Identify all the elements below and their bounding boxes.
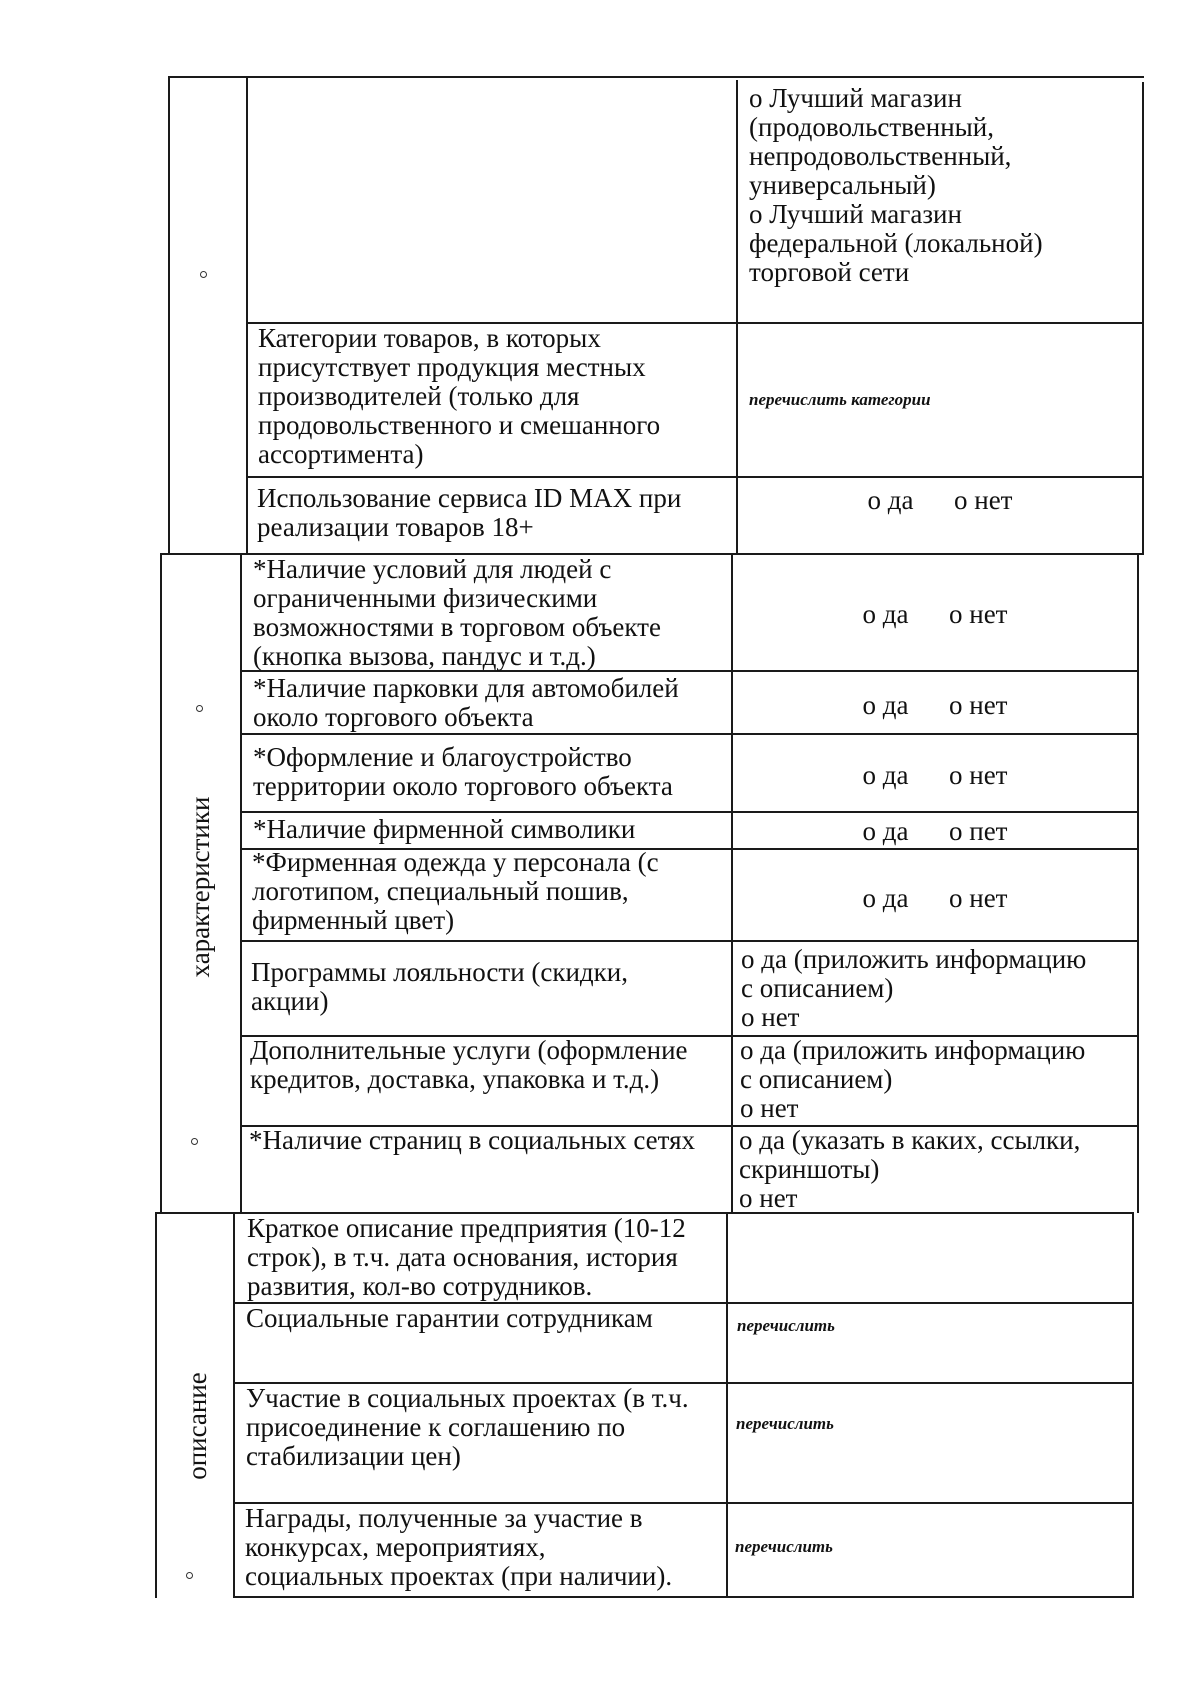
table-border [1132,1212,1134,1598]
scan-dot [191,1138,198,1145]
table-border [168,76,1144,78]
social-pages-question: *Наличие страниц в социальных сетях [249,1125,695,1155]
option-no: о нет [949,883,1008,913]
option-no: о нет [949,599,1008,629]
table-border [233,1596,1134,1598]
social-pages-options: о да (указать в каких, ссылки, скриншоты) о нет [739,1125,1081,1213]
extra-services-question: Дополнительные услуги (оформление кредитов, доставка, упаковка и т.д.) [250,1035,688,1094]
landscaping-question: *Оформление и благоустройство территории около торгового объекта [253,742,673,801]
scan-dot [196,705,203,712]
branding-question: *Наличие фирменной символики [253,814,636,844]
accessibility-question: *Наличие условий для людей с ограниченными физическими возможностями в торговом объекте (кнопка вызова, пандус и т.д.) [253,554,661,671]
option-yes: о да [862,816,909,846]
loyalty-options: о да (приложить информацию с описанием) о нет [741,944,1087,1032]
table-border [240,553,242,1213]
table-border [160,553,162,1213]
extra-services-options: о да (приложить информацию с описанием) о нет [740,1035,1086,1123]
social-projects-question: Участие в социальных проектах (в т.ч. присоединение к соглашению по стабилизации цен) [246,1383,689,1471]
parking-question: *Наличие парковки для автомобилей около торгового объекта [253,673,679,732]
uniform-options [733,884,1137,913]
option-no: о нет [949,760,1008,790]
option-yes: о да [862,760,909,790]
table-border [1142,82,1144,554]
option-yes: о да [862,599,909,629]
table-border [246,78,248,554]
scan-dot [186,1572,193,1579]
option-yes: о да [862,690,909,720]
table-border [1137,553,1139,1213]
best-store-options: о Лучший магазин (продовольственный, непродовольственный, универсальный) о Лучший магазин федеральной (локальной) торговой сети [749,83,1043,287]
table-border [240,811,1139,813]
uniform-question: *Фирменная одежда у персонала (с логотипом, специальный пошив, фирменный цвет) [252,847,659,935]
option-no: о нет [954,485,1013,515]
branding-options [733,817,1137,846]
parking-options [733,691,1137,720]
option-no: о пет [949,816,1008,846]
awards-hint: перечислить [735,1537,833,1556]
local-products-question: Категории товаров, в которых присутствует продукция местных производителей (только для продовольственного и смешанного ассортимента) [258,323,661,469]
local-products-hint: перечислить категории [749,390,931,409]
option-yes: о да [862,883,909,913]
option-yes: о да [867,485,914,515]
table-border [155,1212,157,1598]
table-border [233,1212,235,1598]
section-label-description: описание [182,1372,212,1480]
social-projects-hint: перечислить [736,1414,834,1433]
table-border [736,80,738,554]
landscaping-options [733,761,1137,790]
table-border [240,733,1139,735]
social-guarantees-hint: перечислить [737,1316,835,1335]
table-border [726,1212,728,1598]
scan-dot [200,271,207,278]
id-max-options [738,486,1142,515]
table-border [168,76,170,554]
loyalty-question: Программы лояльности (скидки, акции) [251,957,628,1016]
table-border [240,940,1139,942]
option-no: о нет [949,690,1008,720]
accessibility-options [733,600,1137,629]
awards-question: Награды, полученные за участие в конкурсах, мероприятиях, социальных проектах (при наличии). [245,1503,673,1591]
table-border [246,476,1144,478]
social-guarantees-question: Социальные гарантии сотрудникам [246,1303,653,1333]
section-label-characteristics: характеристики [185,796,215,978]
id-max-question: Использование сервиса ID MAX при реализации товаров 18+ [257,483,682,542]
company-summary-question: Краткое описание предприятия (10-12 строк), в т.ч. дата основания, история развития, кол-во сотрудников. [247,1213,686,1301]
table-border [731,553,733,1213]
